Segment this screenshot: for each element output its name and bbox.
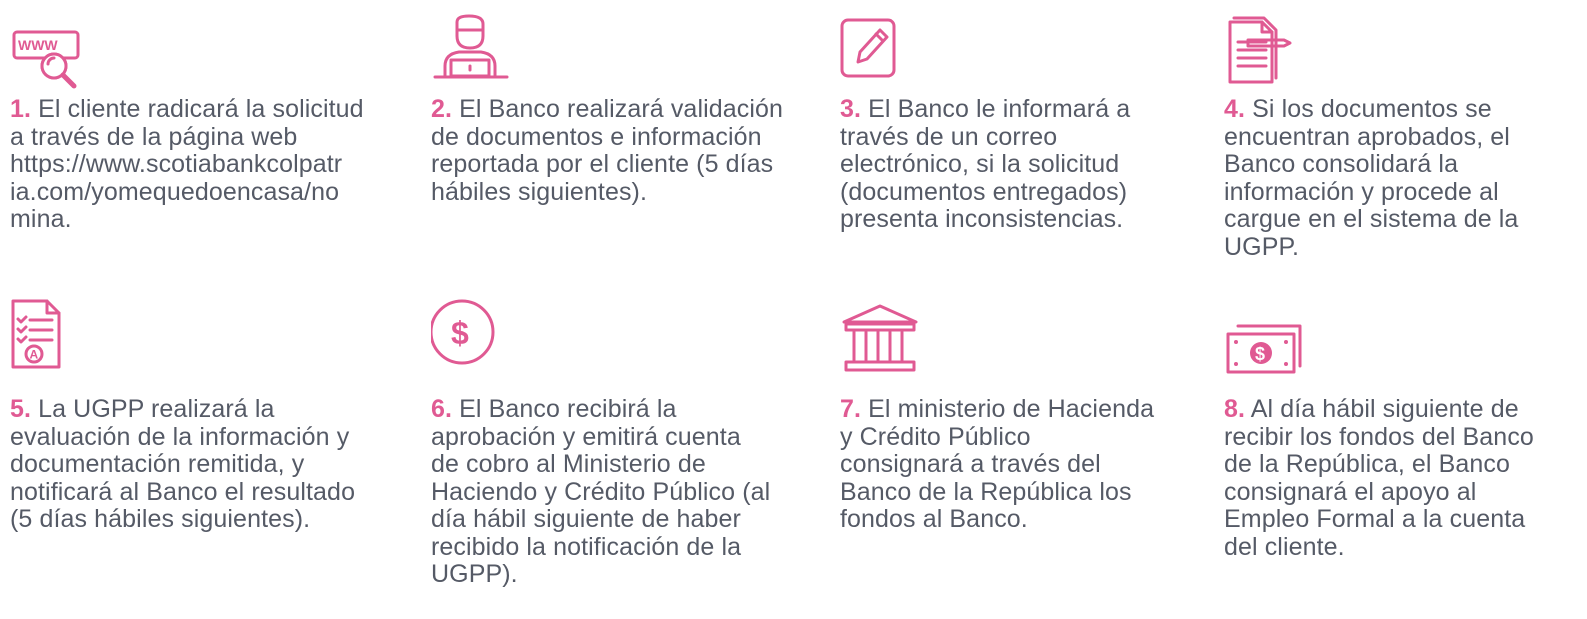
step-number: 5. <box>10 395 32 423</box>
step-number: 2. <box>431 95 453 123</box>
step-7-text <box>840 396 1154 534</box>
document-pen-icon <box>1226 16 1296 86</box>
step-description: El cliente radicará la solicitud a través de la página web https://www.scotiabankcolpatr ia.com/yomequedoencasa/no mina. <box>10 95 364 233</box>
bank-building-icon <box>842 302 920 374</box>
step-number: 6. <box>431 395 453 423</box>
step-4-text <box>1224 96 1518 261</box>
banknotes-icon <box>1224 322 1304 378</box>
step-description: Al día hábil siguiente de recibir los fondos del Banco de la República, el Banco consignará el apoyo al Empleo Formal a la cuenta del cliente. <box>1224 395 1534 561</box>
step-description: El Banco recibirá la aprobación y emitirá cuenta de cobro al Ministerio de Haciendo y Crédito Público (al día hábil siguiente de haber recibido la notificación de la UGPP). <box>431 395 771 588</box>
web-search-icon <box>12 26 82 90</box>
dollar-coin-icon <box>431 298 501 368</box>
step-description: El Banco le informará a través de un correo electrónico, si la solicitud (documentos entregados) presenta inconsistencias. <box>840 95 1131 233</box>
pencil-edit-icon <box>840 18 900 80</box>
checklist-grade-icon <box>10 298 62 372</box>
step-description: El ministerio de Hacienda y Crédito Público consignará a través del Banco de la República los fondos al Banco. <box>840 395 1155 533</box>
step-number: 1. <box>10 95 32 123</box>
step-3-text <box>840 96 1130 234</box>
step-6-text <box>431 396 770 589</box>
step-description: La UGPP realizará la evaluación de la información y documentación remitida, y notificará al Banco el resultado (5 días hábiles siguientes). <box>10 395 356 533</box>
step-number: 8. <box>1224 395 1246 423</box>
svg-text:WWW: WWW <box>18 37 58 53</box>
step-description: El Banco realizará validación de documentos e información reportada por el cliente (5 días hábiles siguientes). <box>431 95 784 206</box>
step-description: Si los documentos se encuentran aprobados, el Banco consolidará la información y procede al cargue en el sistema de la UGPP. <box>1224 95 1519 261</box>
step-1-text <box>10 96 364 234</box>
step-8-text <box>1224 396 1534 561</box>
step-number: 3. <box>840 95 862 123</box>
person-laptop-icon <box>431 14 511 80</box>
step-2-text <box>431 96 783 206</box>
step-number: 4. <box>1224 95 1246 123</box>
svg-text:A: A <box>29 347 39 362</box>
step-5-text <box>10 396 355 534</box>
svg-text:$: $ <box>1255 344 1266 364</box>
step-number: 7. <box>840 395 862 423</box>
svg-text:$: $ <box>451 315 469 351</box>
